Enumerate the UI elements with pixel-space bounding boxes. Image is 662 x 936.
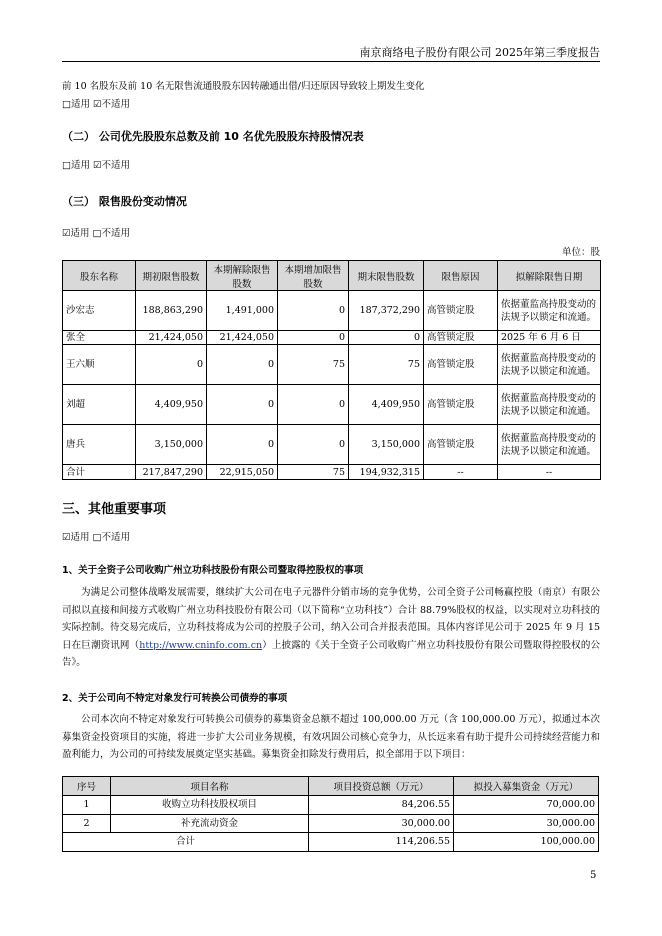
cell: 依据董监高持股变动的法规予以锁定和流通。 [498, 345, 601, 385]
col-header-reason: 限售原因 [424, 261, 498, 291]
col-header-seq: 序号 [63, 777, 111, 796]
col-header-project: 项目名称 [111, 777, 309, 796]
table-row [63, 425, 601, 465]
applicability-check-4: ☑适用 □不适用 [62, 532, 131, 543]
cell: 2025 年 6 月 6 日 [498, 331, 601, 345]
applicability-check-1: □适用 ☑不适用 [62, 99, 131, 110]
col-header-raised-funds: 拟投入募集资金（万元） [454, 777, 599, 796]
cell: 依据董监高持股变动的法规予以锁定和流通。 [498, 291, 601, 331]
cell: 194,932,315 [349, 465, 424, 480]
cell: 21,424,050 [207, 331, 278, 345]
cell: 1 [63, 796, 111, 815]
cell: 刘超 [63, 385, 136, 425]
cell: 高管锁定股 [424, 331, 498, 345]
cell: 0 [278, 331, 349, 345]
cell: 依据董监高持股变动的法规予以锁定和流通。 [498, 385, 601, 425]
cell: 高管锁定股 [424, 385, 498, 425]
cell: 张全 [63, 331, 136, 345]
cell: 100,000.00 [454, 833, 599, 852]
item1-text-b: ）上披露的《关于全资子公司收购广州立功科技股份有限公司暨取得控股权的公告》。 [62, 639, 600, 668]
col-header-added: 本期增加限售股数 [278, 261, 349, 291]
cell: 187,372,290 [349, 291, 424, 331]
restricted-shares-table [62, 260, 601, 480]
cell: 4,409,950 [349, 385, 424, 425]
section-preferred-shares-title: （二） 公司优先股股东总数及前 10 名优先股股东持股情况表 [62, 130, 364, 143]
unit-label: 单位：股 [561, 247, 600, 258]
cell: 75 [349, 345, 424, 385]
cell: 高管锁定股 [424, 291, 498, 331]
col-header-shareholder: 股东名称 [63, 261, 136, 291]
cninfo-link[interactable]: http://www.cninfo.com.cn [139, 639, 263, 651]
section-major-matters-title: 三、其他重要事项 [62, 502, 167, 517]
intro-line: 前 10 名股东及前 10 名无限售流通股股东因转融通出借/归还原因导致较上期发生变化 [62, 81, 425, 92]
cell: 0 [278, 291, 349, 331]
applicability-check-3: ☑适用 □不适用 [62, 228, 131, 239]
table-row [63, 345, 601, 385]
cell: 合计 [63, 465, 136, 480]
cell: 3,150,000 [136, 425, 207, 465]
cell: 114,206.55 [309, 833, 454, 852]
cell: 70,000.00 [454, 796, 599, 815]
cell: 1,491,000 [207, 291, 278, 331]
cell: 75 [278, 345, 349, 385]
table-total-row [63, 465, 601, 480]
item2-title: 2、关于公司向不特定对象发行可转换公司债券的事项 [62, 693, 288, 704]
table-row [63, 331, 601, 345]
cell: 4,409,950 [136, 385, 207, 425]
header-rule [62, 61, 600, 62]
table-row [63, 385, 601, 425]
cell: 合计 [63, 833, 309, 852]
col-header-closing: 期末限售股数 [349, 261, 424, 291]
page-number: 5 [590, 870, 597, 881]
col-header-release-date: 拟解除限售日期 [498, 261, 601, 291]
cell: 0 [278, 425, 349, 465]
fundraising-projects-table [62, 776, 599, 852]
col-header-released: 本期解除限售股数 [207, 261, 278, 291]
col-header-opening: 期初限售股数 [136, 261, 207, 291]
cell: 0 [278, 385, 349, 425]
cell: 22,915,050 [207, 465, 278, 480]
table-row [63, 814, 599, 833]
table-row [63, 291, 601, 331]
cell: 0 [136, 345, 207, 385]
cell: 高管锁定股 [424, 425, 498, 465]
cell: 75 [278, 465, 349, 480]
cell: 高管锁定股 [424, 345, 498, 385]
cell: 0 [349, 331, 424, 345]
item2-paragraph: 公司本次向不特定对象发行可转换公司债券的募集资金总额不超过 100,000.00 万元（含 100,000.00 万元），拟通过本次募集资金投资项目的实施，将进一步扩大公司业务规模，有效巩固公司核心竞争力，从长远来看有助于提升公司持续经营能力和盈利能力，为公司的可持续发展奠定坚实基础。募集资金扣除发行费用后，拟全部用于以下项目： [62, 714, 600, 760]
table-total-row [63, 833, 599, 852]
section-restricted-shares-title: （三） 限售股份变动情况 [62, 195, 187, 208]
cell: 188,863,290 [136, 291, 207, 331]
cell: 217,847,290 [136, 465, 207, 480]
cell: 0 [207, 385, 278, 425]
cell: 3,150,000 [349, 425, 424, 465]
cell: 0 [207, 345, 278, 385]
applicability-check-2: □适用 ☑不适用 [62, 160, 131, 171]
cell: 依据董监高持股变动的法规予以锁定和流通。 [498, 425, 601, 465]
cell: -- [424, 465, 498, 480]
col-header-total-investment: 项目投资总额（万元） [309, 777, 454, 796]
cell: 唐兵 [63, 425, 136, 465]
item1-text-a: 为满足公司整体战略发展需要，继续扩大公司在电子元器件分销市场的竞争优势，公司全资子公司畅赢控股（南京）有限公司拟以直接和间接方式收购广州立功科技股份有限公司（以下简称“立功科技”）合计 88.79%股权的权益，以实现对立功科技的实际控制。待交易完成后，立功科技将成为公司的控股子公司，纳入公司合并报表范围。具体内容详见公司于 2025 年 9 月 15 日在巨潮资讯网（ [62, 587, 600, 651]
cell: 84,206.55 [309, 796, 454, 815]
item1-paragraph [62, 584, 600, 672]
cell: 0 [207, 425, 278, 465]
cell: 2 [63, 814, 111, 833]
cell: 30,000.00 [454, 814, 599, 833]
item1-title: 1、关于全资子公司收购广州立功科技股份有限公司暨取得控股权的事项 [62, 565, 364, 576]
page-header: 南京商络电子股份有限公司 2025年第三季度报告 [359, 46, 600, 59]
cell: 王六顺 [63, 345, 136, 385]
table-row [63, 796, 599, 815]
cell: 补充流动资金 [111, 814, 309, 833]
cell: 30,000.00 [309, 814, 454, 833]
cell: -- [498, 465, 601, 480]
cell: 收购立功科技股权项目 [111, 796, 309, 815]
cell: 21,424,050 [136, 331, 207, 345]
cell: 沙宏志 [63, 291, 136, 331]
